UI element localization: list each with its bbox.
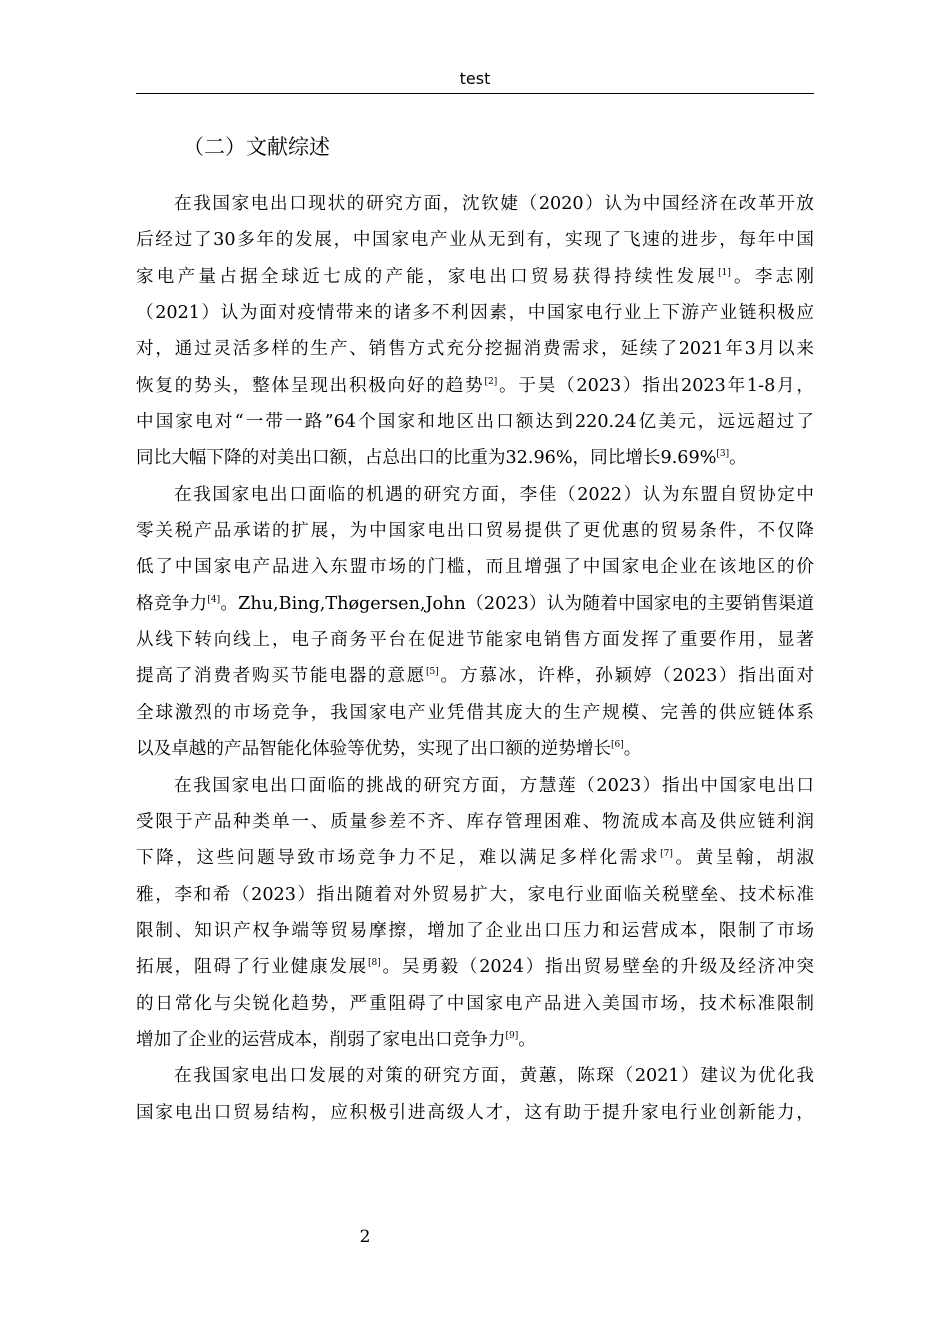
text-line: 零关税产品承诺的扩展，为中国家电出口贸易提供了更优惠的贸易条件，不仅降 bbox=[136, 521, 814, 542]
text-line: 格竞争力[4]。Zhu,Bing,Thøgersen,John（2023）认为随着中国家电的主要销售渠道 bbox=[136, 593, 814, 614]
text-line: 从线下转向线上，电子商务平台在促进节能家电销售方面发挥了重要作用，显著 bbox=[136, 630, 814, 651]
section-heading: （二）文献综述 bbox=[183, 135, 330, 159]
paragraph-export-countermeasures bbox=[136, 1058, 814, 1131]
text-line: 在我国家电出口发展的对策的研究方面，黄蕙，陈琛（2021）建议为优化我 bbox=[174, 1066, 814, 1087]
citation-marker: [4] bbox=[207, 594, 221, 605]
citation-marker: [7] bbox=[660, 849, 673, 860]
page-number: 2 bbox=[359, 1227, 371, 1247]
text-line: 下降，这些问题导致市场竞争力不足，难以满足多样化需求[7]。黄呈翰，胡淑 bbox=[136, 848, 814, 869]
header-rule bbox=[136, 93, 814, 94]
citation-marker: [2] bbox=[484, 376, 498, 387]
text-line: 在我国家电出口面临的机遇的研究方面，李佳（2022）认为东盟自贸协定中 bbox=[174, 484, 814, 505]
text-line: 国家电出口贸易结构，应积极引进高级人才，这有助于提升家电行业创新能力， bbox=[136, 1102, 814, 1123]
citation-marker: [6] bbox=[611, 740, 624, 751]
citation-marker: [8] bbox=[368, 958, 381, 969]
paragraph-export-challenges bbox=[136, 768, 814, 1059]
text-line: 增加了企业的运营成本，削弱了家电出口竞争力[9]。 bbox=[136, 1029, 536, 1050]
citation-marker: [3] bbox=[716, 449, 730, 460]
text-line: （2021）认为面对疫情带来的诸多不利因素，中国家电行业上下游产业链积极应 bbox=[136, 303, 814, 324]
text-line: 受限于产品种类单一、质量参差不齐、库存管理困难、物流成本高及供应链利润 bbox=[136, 811, 814, 832]
running-header: test bbox=[459, 69, 491, 88]
text-line: 低了中国家电产品进入东盟市场的门槛，而且增强了中国家电企业在该地区的价 bbox=[136, 557, 814, 578]
document-body bbox=[136, 186, 814, 1131]
text-line: 限制、知识产权争端等贸易摩擦，增加了企业出口压力和运营成本，限制了市场 bbox=[136, 920, 814, 941]
text-line: 提高了消费者购买节能电器的意愿[5]。方慕冰，许桦，孙颖婷（2023）指出面对 bbox=[136, 666, 814, 687]
paragraph-export-opportunities bbox=[136, 477, 814, 768]
text-line: 在我国家电出口面临的挑战的研究方面，方慧莲（2023）指出中国家电出口 bbox=[174, 775, 814, 796]
text-line: 中国家电对“一带一路”64个国家和地区出口额达到220.24亿美元，远远超过了 bbox=[136, 412, 814, 433]
text-line: 对，通过灵活多样的生产、销售方式充分挖掘消费需求，延续了2021年3月以来 bbox=[136, 339, 814, 360]
citation-marker: [5] bbox=[426, 667, 439, 678]
text-line: 恢复的势头，整体呈现出积极向好的趋势[2]。于昊（2023）指出2023年1-8月， bbox=[136, 375, 814, 396]
citation-marker: [1] bbox=[718, 267, 731, 278]
citation-marker: [9] bbox=[505, 1030, 519, 1041]
paragraph-export-status bbox=[136, 186, 814, 477]
text-line: 同比大幅下降的对美出口额，占总出口的比重为32.96%，同比增长9.69%[3]。 bbox=[136, 448, 747, 469]
text-line: 全球激烈的市场竞争，我国家电产业凭借其庞大的生产规模、完善的供应链体系 bbox=[136, 702, 814, 723]
text-line: 拓展，阻碍了行业健康发展[8]。吴勇毅（2024）指出贸易壁垒的升级及经济冲突 bbox=[136, 957, 814, 978]
text-line: 家电产量占据全球近七成的产能，家电出口贸易获得持续性发展[1]。李志刚 bbox=[136, 266, 814, 287]
text-line: 以及卓越的产品智能化体验等优势，实现了出口额的逆势增长[6]。 bbox=[136, 739, 642, 760]
text-line: 的日常化与尖锐化趋势，严重阻碍了中国家电产品进入美国市场，技术标准限制 bbox=[136, 993, 814, 1014]
text-line: 雅，李和希（2023）指出随着对外贸易扩大，家电行业面临关税壁垒、技术标准 bbox=[136, 884, 814, 905]
text-line: 后经过了30多年的发展，中国家电产业从无到有，实现了飞速的进步，每年中国 bbox=[136, 230, 814, 251]
text-line: 在我国家电出口现状的研究方面，沈钦婕（2020）认为中国经济在改革开放 bbox=[174, 194, 814, 214]
